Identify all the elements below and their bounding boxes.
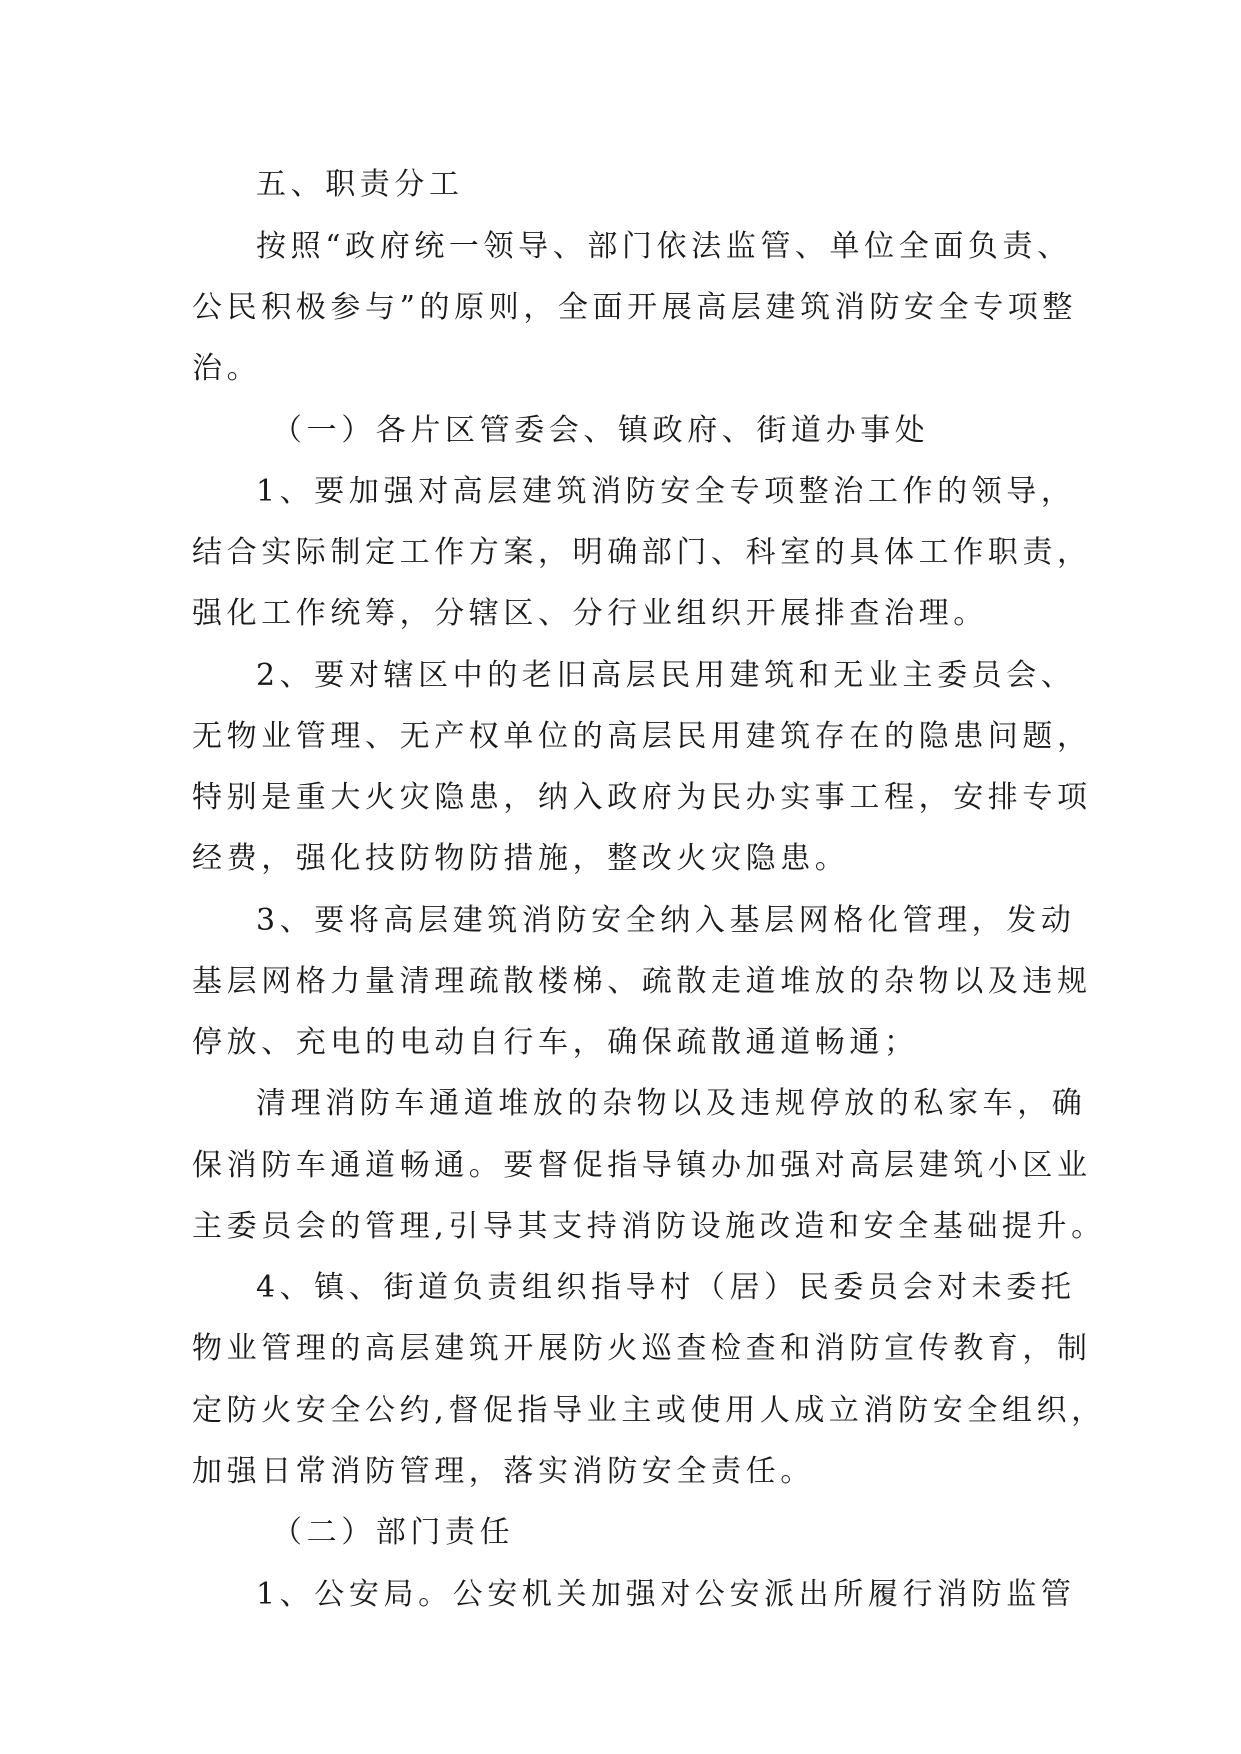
- paragraph-line: 物业管理的高层建筑开展防火巡查检查和消防宣传教育，制: [192, 1331, 1092, 1366]
- paragraph-line: 清理消防车通道堆放的杂物以及违规停放的私家车，确: [256, 1086, 1087, 1121]
- paragraph-line: 治。: [192, 351, 262, 386]
- paragraph-line: 定防火安全公约,督促指导业主或使用人成立消防安全组织，: [192, 1393, 1106, 1428]
- paragraph-line: 无物业管理、无产权单位的高层民用建筑存在的隐患问题，: [192, 719, 1092, 754]
- paragraph-line: 按照“政府统一领导、部门依法监管、单位全面负责、: [256, 229, 1072, 264]
- paragraph-line: 主委员会的管理,引导其支持消防设施改造和安全基础提升。: [192, 1209, 1106, 1244]
- paragraph-line: 停放、充电的电动自行车，确保疏散通道畅通；: [192, 1025, 919, 1060]
- paragraph-line: 基层网格力量清理疏散楼梯、疏散走道堆放的杂物以及违规: [192, 964, 1092, 999]
- paragraph-line: 保消防车通道畅通。要督促指导镇办加强对高层建筑小区业: [192, 1148, 1092, 1183]
- sub-heading: （二）部门责任: [272, 1515, 515, 1550]
- paragraph-line: 2、要对辖区中的老旧高层民用建筑和无业主委员会、: [256, 658, 1076, 693]
- paragraph-line: 加强日常消防管理，落实消防安全责任。: [192, 1454, 815, 1489]
- sub-heading: （一）各片区管委会、镇政府、街道办事处: [272, 413, 930, 448]
- paragraph-line: 经费，强化技防物防措施，整改火灾隐患。: [192, 841, 850, 876]
- paragraph-line: 强化工作统筹，分辖区、分行业组织开展排查治理。: [192, 596, 988, 631]
- paragraph-line: 公民积极参与”的原则，全面开展高层建筑消防安全专项整: [192, 290, 1077, 325]
- paragraph-line: 4、镇、街道负责组织指导村（居）民委员会对未委托: [256, 1270, 1076, 1305]
- paragraph-line: 3、要将高层建筑消防安全纳入基层网格化管理，发动: [256, 903, 1076, 938]
- paragraph-line: 特别是重大火灾隐患，纳入政府为民办实事工程，安排专项: [192, 780, 1092, 815]
- paragraph-line: 1、要加强对高层建筑消防安全专项整治工作的领导，: [256, 474, 1076, 509]
- paragraph-line: 1、公安局。公安机关加强对公安派出所履行消防监管: [256, 1577, 1076, 1612]
- paragraph-line: 结合实际制定工作方案，明确部门、科室的具体工作职责，: [192, 535, 1092, 570]
- section-heading: 五、职责分工: [256, 167, 464, 202]
